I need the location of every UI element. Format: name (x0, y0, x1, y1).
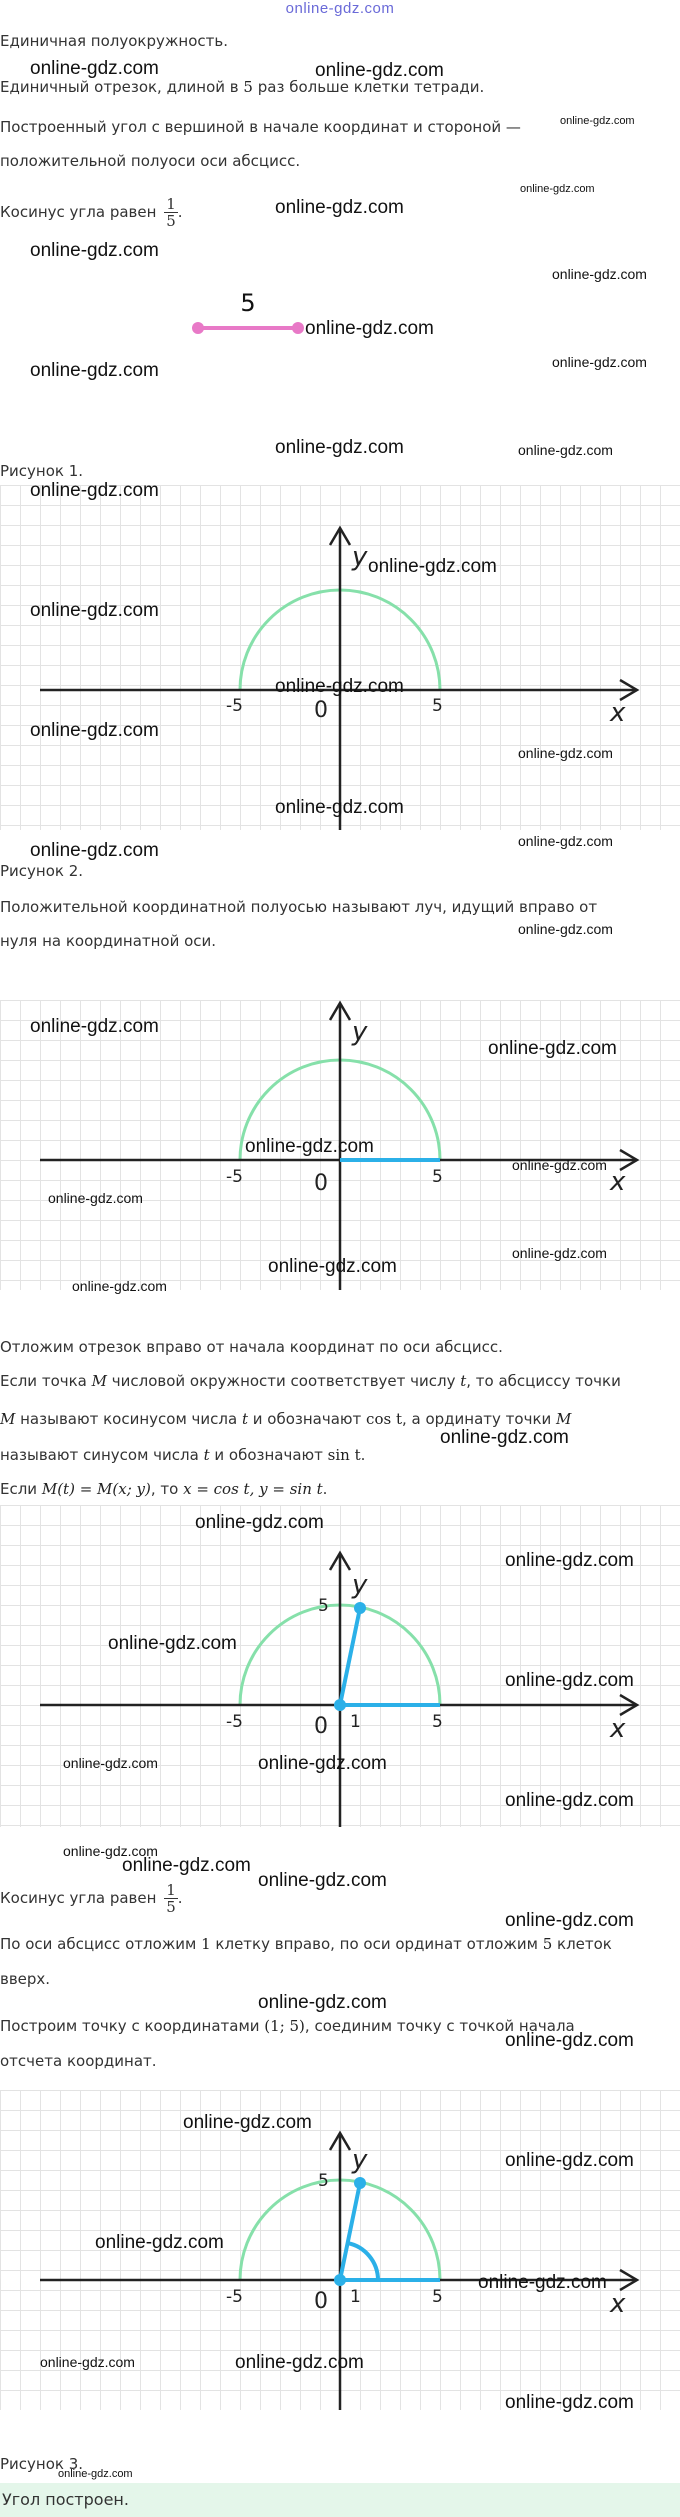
tick-neg5: -5 (226, 1712, 243, 1732)
origin-point (334, 1699, 346, 1711)
segment-label: 5 (240, 289, 256, 317)
angle-arc (348, 2243, 379, 2280)
watermark: online-gdz.com (505, 2150, 634, 2171)
intro-line-4: положительной полуоси оси абсцисс. (0, 152, 301, 170)
radius-to-point (340, 1608, 360, 1705)
intro-cos-line (0, 196, 183, 229)
y-axis-label: y (352, 542, 368, 572)
watermark: online-gdz.com (95, 2232, 224, 2253)
watermark: online-gdz.com (512, 1245, 607, 1261)
watermark: online-gdz.com (560, 115, 635, 127)
figure-semicircle-svg (0, 485, 680, 830)
after-line-4: отсчета координат. (0, 2052, 157, 2070)
watermark: online-gdz.com (245, 1136, 374, 1157)
watermark: online-gdz.com (30, 58, 159, 79)
watermark: online-gdz.com (518, 921, 613, 937)
mid-line-3: M называют косинусом числа t и обозначают cos t, а ординату точки M (0, 1410, 572, 1428)
fraction-one-fifth: $\frac{1}{5}$ (166, 195, 176, 230)
tick-pos5: 5 (432, 1712, 443, 1732)
mid-line-4: называют синусом числа t и обозначают sin t. (0, 1446, 366, 1464)
y-axis-label: y (352, 1570, 368, 1600)
watermark: online-gdz.com (552, 266, 647, 282)
x-axis-label: x (610, 698, 626, 728)
intro-period: . (177, 203, 183, 221)
watermark: online-gdz.com (505, 1790, 634, 1811)
origin-point (334, 2274, 346, 2286)
watermark: online-gdz.com (122, 1855, 251, 1876)
fraction-one-fifth-2: $\frac{1}{5}$ (166, 1881, 176, 1916)
watermark: online-gdz.com (520, 183, 595, 195)
watermark: online-gdz.com (63, 1755, 158, 1771)
watermark: online-gdz.com (258, 1870, 387, 1891)
tick-x1: 1 (350, 2287, 361, 2307)
point-1-5 (354, 2177, 366, 2189)
tick-y5: 5 (318, 2171, 329, 2191)
watermark: online-gdz.com (275, 797, 404, 818)
radius-to-point (340, 2183, 360, 2280)
x-axis-label: x (610, 1714, 626, 1744)
watermark: online-gdz.com (518, 442, 613, 458)
watermark: online-gdz.com (30, 840, 159, 861)
site-logo[interactable]: online-gdz.com (285, 0, 395, 17)
tick-pos5: 5 (432, 1167, 443, 1187)
y-axis-label: y (352, 2145, 368, 2175)
watermark: online-gdz.com (58, 2468, 133, 2480)
x-axis-label: x (610, 1167, 626, 1197)
watermark: online-gdz.com (268, 1256, 397, 1277)
intro-cos-text: Косинус угла равен (0, 203, 157, 221)
intro-line-2-b: раз больше клетки тетради. (252, 78, 485, 96)
watermark: online-gdz.com (518, 745, 613, 761)
segment-end-dot (292, 322, 304, 334)
watermark: online-gdz.com (48, 1190, 143, 1206)
origin-label: 0 (314, 698, 328, 723)
x-axis-label: x (610, 2289, 626, 2319)
watermark: online-gdz.com (63, 1843, 158, 1859)
watermark: online-gdz.com (30, 720, 159, 741)
watermark: online-gdz.com (275, 197, 404, 218)
watermark: online-gdz.com (275, 676, 404, 697)
watermark: online-gdz.com (488, 1038, 617, 1059)
tick-neg5: -5 (226, 696, 243, 716)
definition-line-1: Положительной координатной полуосью называют луч, идущий вправо от (0, 898, 598, 916)
after-cos-line: Косинус угла равен $\frac{1}{5}$ . (0, 1881, 183, 1916)
tick-neg5: -5 (226, 2287, 243, 2307)
intro-line-1: Единичная полуокружность. (0, 32, 228, 50)
segment-start-dot (192, 322, 204, 334)
watermark: online-gdz.com (40, 2354, 135, 2370)
watermark: online-gdz.com (72, 1278, 167, 1294)
tick-y5: 5 (318, 1596, 329, 1616)
watermark: online-gdz.com (368, 556, 497, 577)
watermark: online-gdz.com (30, 360, 159, 381)
figure-3-caption: Рисунок 3. (0, 2455, 84, 2473)
intro-line-2-a: Единичный отрезок, длиной в (0, 78, 244, 96)
watermark: online-gdz.com (505, 1910, 634, 1931)
figure-2-caption: Рисунок 2. (0, 862, 84, 880)
origin-label: 0 (314, 2289, 328, 2314)
watermark: online-gdz.com (505, 2030, 634, 2051)
mid-line-5: Если M(t) = M(x; y), то x = cos t, y = sin t. (0, 1480, 328, 1498)
watermark: online-gdz.com (305, 318, 434, 339)
result-banner (0, 2483, 680, 2517)
watermark: online-gdz.com (315, 60, 444, 81)
watermark: online-gdz.com (30, 1016, 159, 1037)
after-line-1: По оси абсцисс отложим 1 клетку вправо, по оси ординат отложим 5 клеток (0, 1935, 612, 1953)
tick-x1: 1 (350, 1712, 361, 1732)
unit-segment (180, 285, 320, 345)
intro-line-2-num: 5 (243, 78, 253, 96)
origin-label: 0 (314, 1171, 328, 1196)
origin-label: 0 (314, 1714, 328, 1739)
after-line-2: вверх. (0, 1970, 51, 1988)
watermark: online-gdz.com (258, 1992, 387, 2013)
watermark: online-gdz.com (30, 240, 159, 261)
watermark: online-gdz.com (275, 437, 404, 458)
watermark: online-gdz.com (552, 354, 647, 370)
watermark: online-gdz.com (518, 833, 613, 849)
watermark: online-gdz.com (505, 1550, 634, 1571)
y-axis-label: y (352, 1017, 368, 1047)
watermark: online-gdz.com (258, 1753, 387, 1774)
watermark: online-gdz.com (505, 1670, 634, 1691)
tick-pos5: 5 (432, 696, 443, 716)
watermark: online-gdz.com (30, 480, 159, 501)
definition-line-2: нуля на координатной оси. (0, 932, 217, 950)
tick-neg5: -5 (226, 1167, 243, 1187)
intro-line-3: Построенный угол с вершиной в начале координат и стороной — (0, 118, 521, 136)
tick-pos5: 5 (432, 2287, 443, 2307)
figure-1-caption: Рисунок 1. (0, 462, 84, 480)
watermark: online-gdz.com (440, 1427, 569, 1448)
watermark: online-gdz.com (195, 1512, 324, 1533)
watermark: online-gdz.com (30, 600, 159, 621)
result-text: Угол построен. (2, 2490, 129, 2509)
watermark: online-gdz.com (183, 2112, 312, 2133)
watermark: online-gdz.com (108, 1633, 237, 1654)
watermark: online-gdz.com (512, 1157, 607, 1173)
watermark: online-gdz.com (505, 2392, 634, 2413)
mid-line-2: Если точка M числовой окружности соответствует числу t, то абсциссу точки (0, 1372, 621, 1390)
after-line-3: Построим точку с координатами (1; 5), соединим точку с точкой начала (0, 2017, 575, 2035)
watermark: online-gdz.com (235, 2352, 364, 2373)
mid-line-1: Отложим отрезок вправо от начала координат по оси абсцисс. (0, 1338, 503, 1356)
point-1-5 (354, 1602, 366, 1614)
watermark: online-gdz.com (478, 2272, 607, 2293)
figure-semicircle (0, 485, 680, 830)
